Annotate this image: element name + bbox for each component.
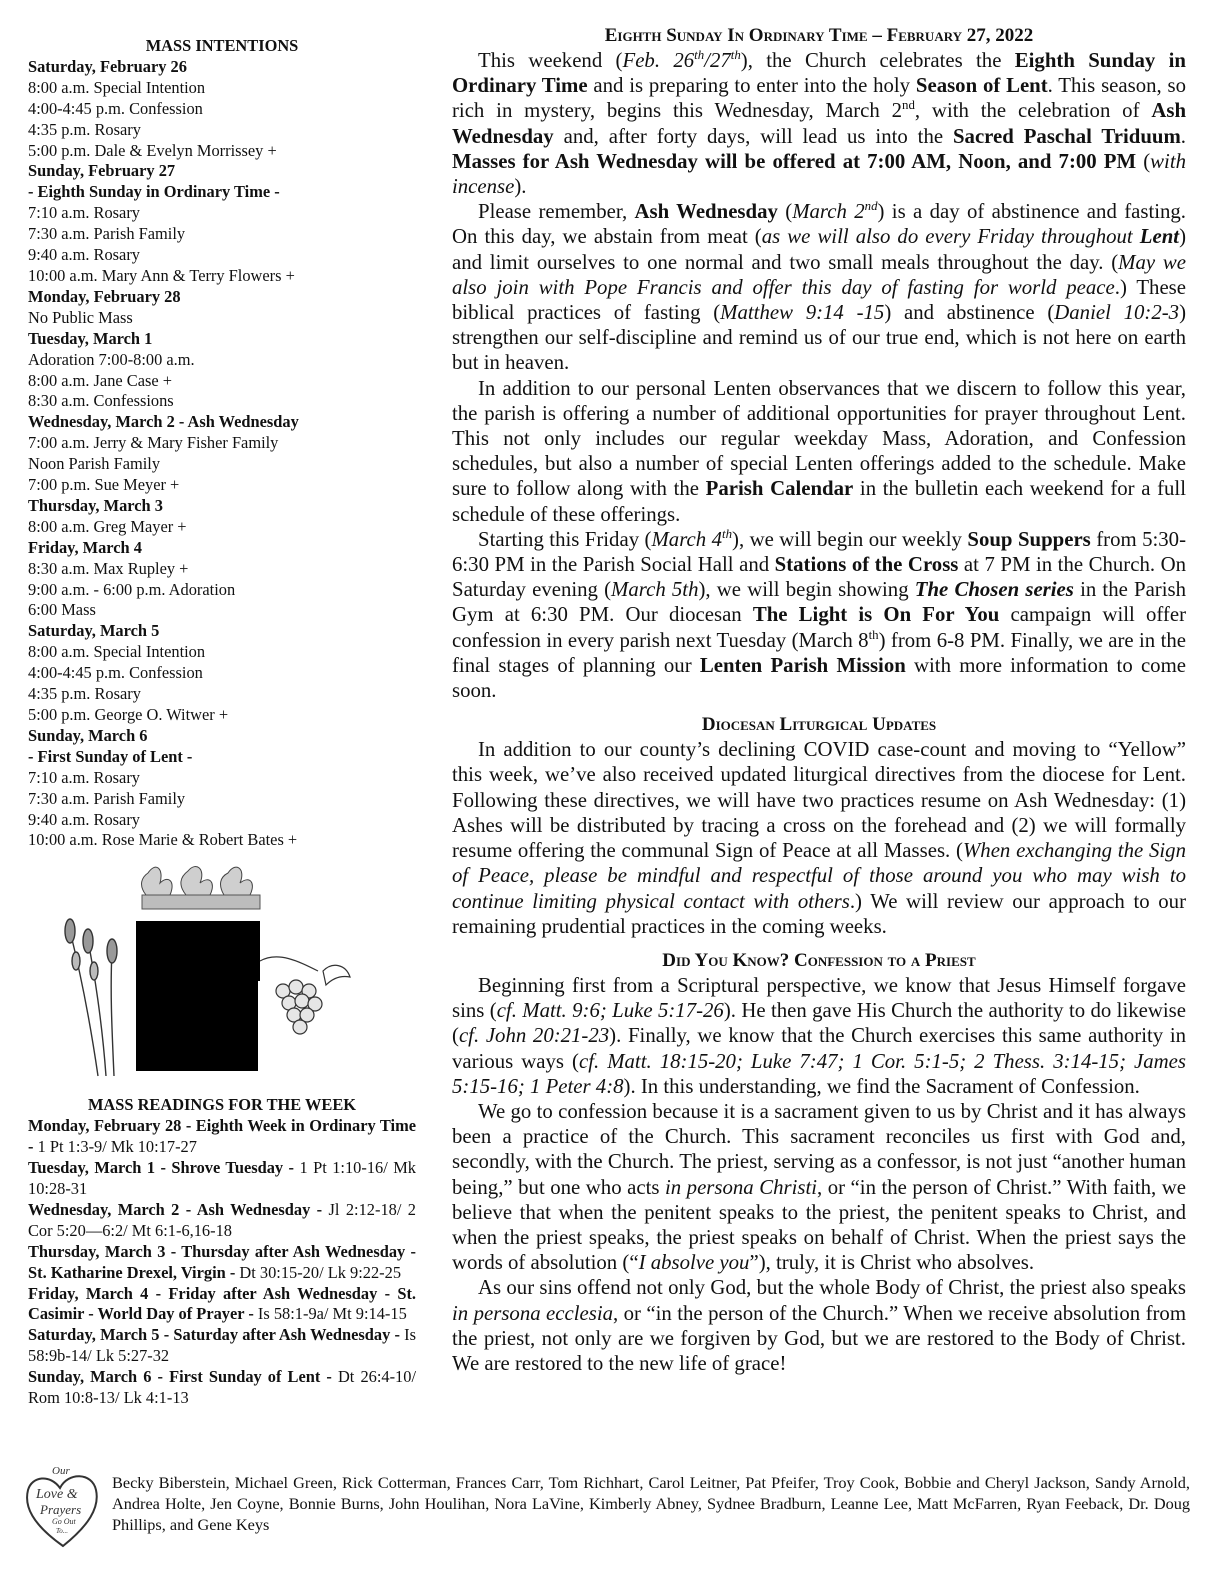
mass-intention-item: 6:00 Mass (28, 600, 96, 620)
mass-intention-item: 7:10 a.m. Rosary (28, 767, 140, 787)
mass-intention-item: 8:30 a.m. Confessions (28, 391, 174, 411)
mass-intention-item: 4:35 p.m. Rosary (28, 684, 141, 704)
mass-day-heading: - Eighth Sunday in Ordinary Time - (28, 182, 280, 202)
article1-paragraph-4: Starting this Friday (March 4th), we will begin our weekly Soup Suppers from 5:30-6:30 PM in the Parish Social Hall and Stations of the Cross at 7 PM in the Church. On Saturday evening (March 5th), we will begin showing The Chosen series in the Parish Gym at 6:30 PM. Our diocesan The Light is On For You campaign will offer confession in every parish next Tuesday (March 8th) from 6-8 PM. Finally, we are in the final stages of planning our Lenten Parish Mission with more information to come soon. (452, 526, 1186, 703)
mass-intention-item: 8:00 a.m. Jane Case + (28, 370, 172, 390)
prayer-names: Becky Biberstein, Michael Green, Rick Cotterman, Frances Carr, Tom Richhart, Carol Leitner, Pat Pfeifer, Troy Cook, Bobbie and Cheryl Jackson, Sandy Arnold, Andrea Holte, Jen Coyne, Bonnie Burns, John Houlihan, Nora LaVine, Kimberly Abney, Sydnee Bradburn, Leanne Lee, Matt McFarren, Ryan Feeback, Dr. Doug Phillips, and Gene Keys (112, 1473, 1190, 1534)
mass-readings-list (28, 1116, 416, 1409)
svg-text:Prayers: Prayers (40, 1502, 82, 1517)
reading-refs: Jl 2:12-18/ 2 Cor 5:20—6:2/ Mt 6:1-6,16-18 (28, 1199, 416, 1240)
mass-day-heading: Tuesday, March 1 (28, 328, 153, 348)
prayer-list-footer (22, 1462, 1192, 1562)
mass-intention-item: Adoration 7:00-8:00 a.m. (28, 349, 195, 369)
article2-paragraph-1: In addition to our county’s declining COVID case-count and moving to “Yellow” this week, we’ve also received updated liturgical directives from the diocese for Lent. Following these directives, we will have two practices resume on Ash Wednesday: (1) Ashes will be distributed by tracing a cross on the forehead and (2) we will formally resume offering the communal Sign of Peace at all Masses. (When exchanging the Sign of Peace, please be mindful and respectful of those around you who may wish to continue limiting physical contact with others.) We will review our approach to our remaining prudential practices in the coming weeks. (452, 738, 1187, 938)
mass-intention-item: 5:00 p.m. Dale & Evelyn Morrissey + (28, 140, 277, 160)
article3-paragraph-3: As our sins offend not only God, but the whole Body of Christ, the priest also speaks in persona ecclesia, or “in the person of the Church.” When we receive absolution from the priest, not only are we forgiven by God, but we are restored to the Body of Christ. We are restored to the new life of grace! (452, 1276, 1186, 1375)
reading-item (28, 1116, 416, 1158)
article1-paragraph-2: Please remember, Ash Wednesday (March 2nd) is a day of abstinence and fasting. On this day, we abstain from meat (as we will also do every Friday throughout Lent) and limit ourselves to one normal and two small meals throughout the day. (May we also join with Pope Francis and offer this day of fasting for world peace.) These biblical practices of fasting (Matthew 9:14 -15) and abstinence (Daniel 10:2-3) strengthen our self-discipline and remind us of our true end, which is not here on earth but in heaven. (452, 199, 1187, 375)
mass-intention-item: Noon Parish Family (28, 454, 161, 474)
mass-day-heading: Sunday, March 6 (28, 725, 148, 745)
svg-text:Go Out: Go Out (52, 1517, 76, 1526)
mass-intention-item: No Public Mass (28, 307, 133, 327)
right-column (452, 24, 1186, 1376)
svg-text:Our: Our (52, 1465, 70, 1477)
mass-intention-item: 8:00 a.m. Special Intention (28, 77, 206, 97)
mass-day-heading: Thursday, March 3 (28, 495, 163, 515)
black-block (136, 921, 258, 1071)
mass-day-heading: Wednesday, March 2 - Ash Wednesday (28, 412, 299, 432)
mass-intention-item: 9:40 a.m. Rosary (28, 245, 140, 265)
reading-refs: Is 58:1-9a/ Mt 9:14-15 (257, 1304, 407, 1324)
mass-intention-item: 5:00 p.m. George O. Witwer + (28, 705, 229, 724)
mass-intentions-list (28, 57, 416, 851)
mass-intention-item: 7:30 a.m. Parish Family (28, 224, 186, 244)
article-title-confession: Did You Know? Confession to a Priest (662, 949, 976, 971)
reading-item (28, 1242, 416, 1284)
wheat-icon (65, 919, 117, 1076)
reading-item (28, 1325, 416, 1367)
heart-logo-icon (22, 1462, 104, 1552)
mass-intention-item: 10:00 a.m. Rose Marie & Robert Bates + (28, 830, 298, 850)
mass-day-heading: Monday, February 28 (28, 286, 181, 306)
mass-intention-item: 8:00 a.m. Greg Mayer + (28, 516, 187, 536)
reading-day: Saturday, March 5 - Saturday after Ash Wednesday - (28, 1325, 405, 1345)
mass-intention-item: 8:00 a.m. Special Intention (28, 642, 206, 662)
reading-item (28, 1367, 416, 1409)
reading-day: Friday, March 4 - Friday after Ash Wednesday - St. Casimir - World Day of Prayer - (28, 1283, 416, 1324)
mass-intention-item: 4:35 p.m. Rosary (28, 119, 141, 139)
mass-day-heading: Friday, March 4 (28, 537, 142, 557)
mass-intention-item: 9:40 a.m. Rosary (28, 809, 140, 829)
mass-day-heading: Saturday, March 5 (28, 621, 160, 641)
left-column (28, 36, 416, 1409)
article-title-eighth-sunday: Eighth Sunday In Ordinary Time – February 27, 2022 (604, 25, 1034, 46)
reading-item (28, 1158, 416, 1200)
mass-intention-item: 4:00-4:45 p.m. Confession (28, 663, 203, 683)
mass-intention-item: 7:10 a.m. Rosary (28, 203, 140, 223)
article-title-diocesan-updates: Diocesan Liturgical Updates (701, 714, 937, 736)
illustration-svg (28, 861, 416, 1081)
reading-item (28, 1284, 416, 1326)
reading-refs: Dt 26:4-10/ Rom 10:8-13/ Lk 4:1-13 (28, 1367, 416, 1408)
mass-readings-title: MASS READINGS FOR THE WEEK (87, 1095, 357, 1115)
mass-day-heading: Saturday, February 26 (28, 56, 187, 76)
mass-intention-item: 9:00 a.m. - 6:00 p.m. Adoration (28, 579, 236, 599)
mass-readings-section (28, 1095, 416, 1409)
mass-intention-item: 8:30 a.m. Max Rupley + (28, 558, 189, 578)
grapes-icon (260, 957, 350, 1034)
mass-intention-item: 7:30 a.m. Parish Family (28, 788, 186, 808)
reading-refs: Is 58:9b-14/ Lk 5:27-32 (28, 1325, 416, 1366)
mass-day-heading: Sunday, February 27 (28, 161, 176, 181)
svg-text:Love &: Love & (36, 1487, 78, 1502)
mass-intention-item: 4:00-4:45 p.m. Confession (28, 98, 203, 118)
flame-icon (142, 867, 260, 909)
reading-refs: 1 Pt 1:10-16/ Mk 10:28-31 (28, 1158, 416, 1198)
reading-item (28, 1200, 416, 1242)
mass-intention-item: 10:00 a.m. Mary Ann & Terry Flowers + (28, 265, 295, 285)
mass-day-heading: - First Sunday of Lent - (28, 746, 193, 766)
reading-day: Thursday, March 3 - Thursday after Ash Wednesday - St. Katharine Drexel, Virgin - (28, 1241, 416, 1282)
svg-text:To...: To... (56, 1527, 69, 1535)
mass-intention-item: 7:00 a.m. Jerry & Mary Fisher Family (28, 433, 279, 453)
reading-day: Wednesday, March 2 - Ash Wednesday - (28, 1199, 329, 1219)
article3-paragraph-2: We go to confession because it is a sacrament given to us by Christ and it has always been a practice of the Church. This sacrament reconciles us first with God and, secondly, with the Church. The priest, serving as a confessor, is not just “another human being,” but one who acts in persona Christi, or “in the person of Christ.” With faith, we believe that when the penitent speaks to the priest, the penitent speaks to Christ, and when the priest speaks, the priest speaks on behalf of Christ. When the priest says the words of absolution (“I absolve you”), truly, it is Christ who absolves. (452, 1099, 1186, 1275)
reading-refs: 1 Pt 1:3-9/ Mk 10:17-27 (37, 1137, 197, 1157)
article1-paragraph-3: In addition to our personal Lenten observances that we discern to follow this year, the parish is offering a number of additional opportunities for prayer throughout Lent. This not only includes our regular weekday Mass, Adoration, and Confession schedules, but also a number of special Lenten offerings added to the schedule. Make sure to follow along with the Parish Calendar in the bulletin each weekend for a full schedule of these offerings. (452, 376, 1186, 526)
ash-wednesday-illustration (28, 861, 416, 1081)
reading-day: Monday, February 28 - Eighth Week in Ordinary Time - (28, 1116, 416, 1157)
article3-paragraph-1: Beginning first from a Scriptural perspective, we know that Jesus Himself forgave sins (cf. Matt. 9:6; Luke 5:17-26). He then gave His Church the authority to do likewise (cf. John 20:21-23). Finally, we know that the Church exercises this same authority in various ways (cf. Matt. 18:15-20; Luke 7:47; 1 Cor. 5:1-5; 2 Thess. 3:14-15; James 5:15-16; 1 Peter 4:8). In this understanding, we find the Sacrament of Confession. (452, 973, 1187, 1098)
reading-day: Tuesday, March 1 - Shrove Tuesday - (28, 1158, 300, 1178)
mass-intention-item: 7:00 p.m. Sue Meyer + (28, 475, 180, 495)
reading-refs: Dt 30:15-20/ Lk 9:22-25 (239, 1262, 402, 1282)
article1-paragraph-1: This weekend (Feb. 26th/27th), the Church celebrates the Eighth Sunday in Ordinary Time and is preparing to enter into the holy Season of Lent. This season, so rich in mystery, begins this Wednesday, March 2nd, with the celebration of Ash Wednesday and, after forty days, will lead us into the Sacred Paschal Triduum. Masses for Ash Wednesday will be offered at 7:00 AM, Noon, and 7:00 PM (with incense). (452, 48, 1187, 199)
mass-intentions-title: MASS INTENTIONS (145, 36, 299, 55)
reading-day: Sunday, March 6 - First Sunday of Lent - (28, 1367, 338, 1387)
